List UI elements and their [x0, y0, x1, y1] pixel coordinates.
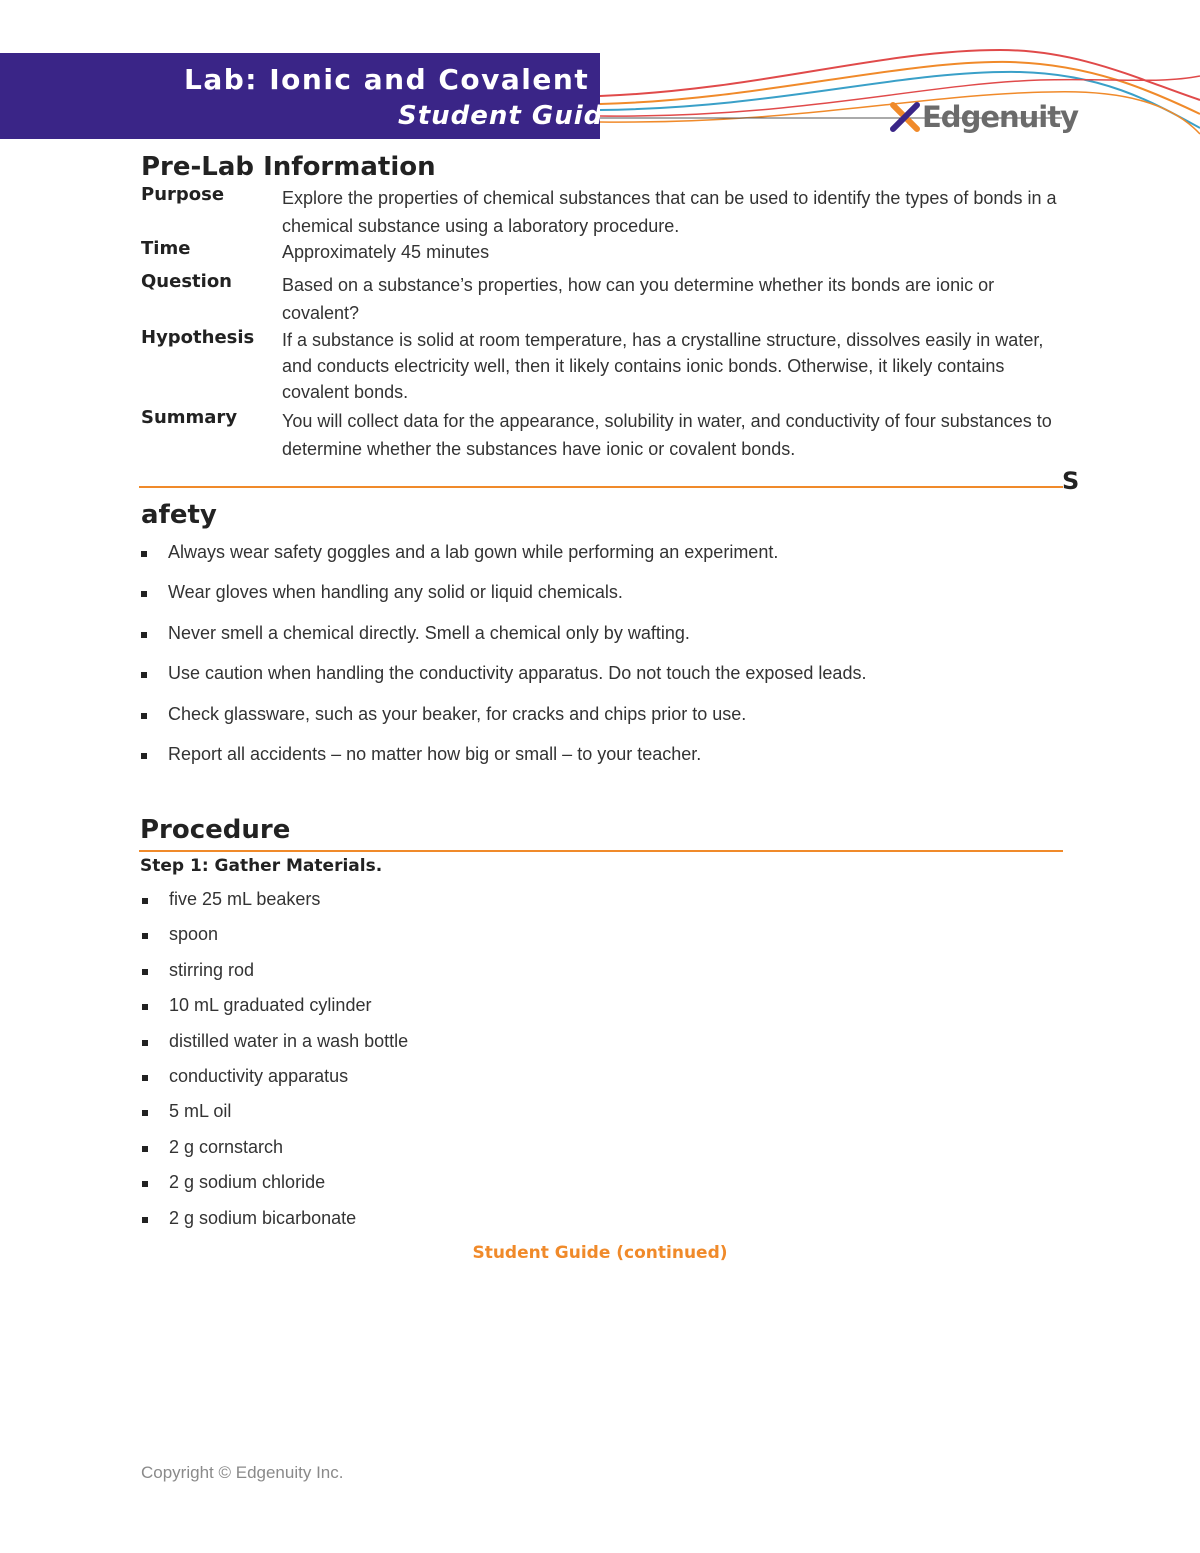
list-item: Check glassware, such as your beaker, for cracks and chips prior to use. [141, 704, 866, 744]
document-subtitle: Student Guide [398, 101, 622, 131]
safety-list [141, 542, 866, 784]
prelab-heading: Pre-Lab Information [141, 152, 436, 182]
list-item: conductivity apparatus [142, 1066, 408, 1101]
info-text: Based on a substance’s properties, how can you determine whether its bonds are ionic or covalent? [282, 275, 995, 323]
section-divider [139, 850, 1063, 852]
materials-list [142, 889, 408, 1243]
list-item: 2 g cornstarch [142, 1137, 408, 1172]
list-item: Wear gloves when handling any solid or liquid chemicals. [141, 582, 866, 622]
edgenuity-logo [890, 100, 1078, 134]
list-item: stirring rod [142, 960, 408, 995]
info-text: If a substance is solid at room temperature, has a crystalline structure, dissolves easily in water, and conducts electricity well, then it likely contains ionic bonds. Otherwise, it likely contains covalent bonds. [282, 330, 1044, 402]
list-item: 5 mL oil [142, 1101, 408, 1136]
list-item: five 25 mL beakers [142, 889, 408, 924]
safety-heading-initial: S [1062, 467, 1080, 495]
info-label: Hypothesis [141, 327, 255, 348]
list-item: Report all accidents – no matter how big or small – to your teacher. [141, 744, 866, 784]
list-item: 2 g sodium bicarbonate [142, 1208, 408, 1243]
edgenuity-x-icon [890, 102, 920, 132]
info-text: Approximately 45 minutes [282, 242, 490, 262]
list-item: 10 mL graduated cylinder [142, 995, 408, 1030]
info-label: Question [141, 271, 232, 292]
list-item: spoon [142, 924, 408, 959]
document-title: Lab: Ionic and Covalent Bonds [184, 63, 706, 96]
list-item: distilled water in a wash bottle [142, 1031, 408, 1066]
info-label: Summary [141, 407, 238, 428]
info-text: Explore the properties of chemical substances that can be used to identify the types of bonds in a chemical substance using a laboratory procedure. [282, 188, 1057, 236]
list-item: Always wear safety goggles and a lab gown while performing an experiment. [141, 542, 866, 582]
list-item: 2 g sodium chloride [142, 1172, 408, 1207]
brand-name: Edgenuity [922, 100, 1078, 134]
section-divider [139, 486, 1063, 488]
step-title: Step 1: Gather Materials. [140, 856, 383, 876]
procedure-heading: Procedure [140, 815, 291, 845]
list-item: Use caution when handling the conductivity apparatus. Do not touch the exposed leads. [141, 663, 866, 703]
copyright-text: Copyright © Edgenuity Inc. [141, 1463, 344, 1482]
info-text: You will collect data for the appearance, solubility in water, and conductivity of four substances to determine whether the substances have ionic or covalent bonds. [282, 411, 1052, 459]
info-label: Purpose [141, 184, 225, 205]
safety-heading: afety [141, 500, 217, 530]
continued-label: Student Guide (continued) [472, 1243, 728, 1263]
list-item: Never smell a chemical directly. Smell a chemical only by wafting. [141, 623, 866, 663]
info-label: Time [141, 238, 191, 259]
